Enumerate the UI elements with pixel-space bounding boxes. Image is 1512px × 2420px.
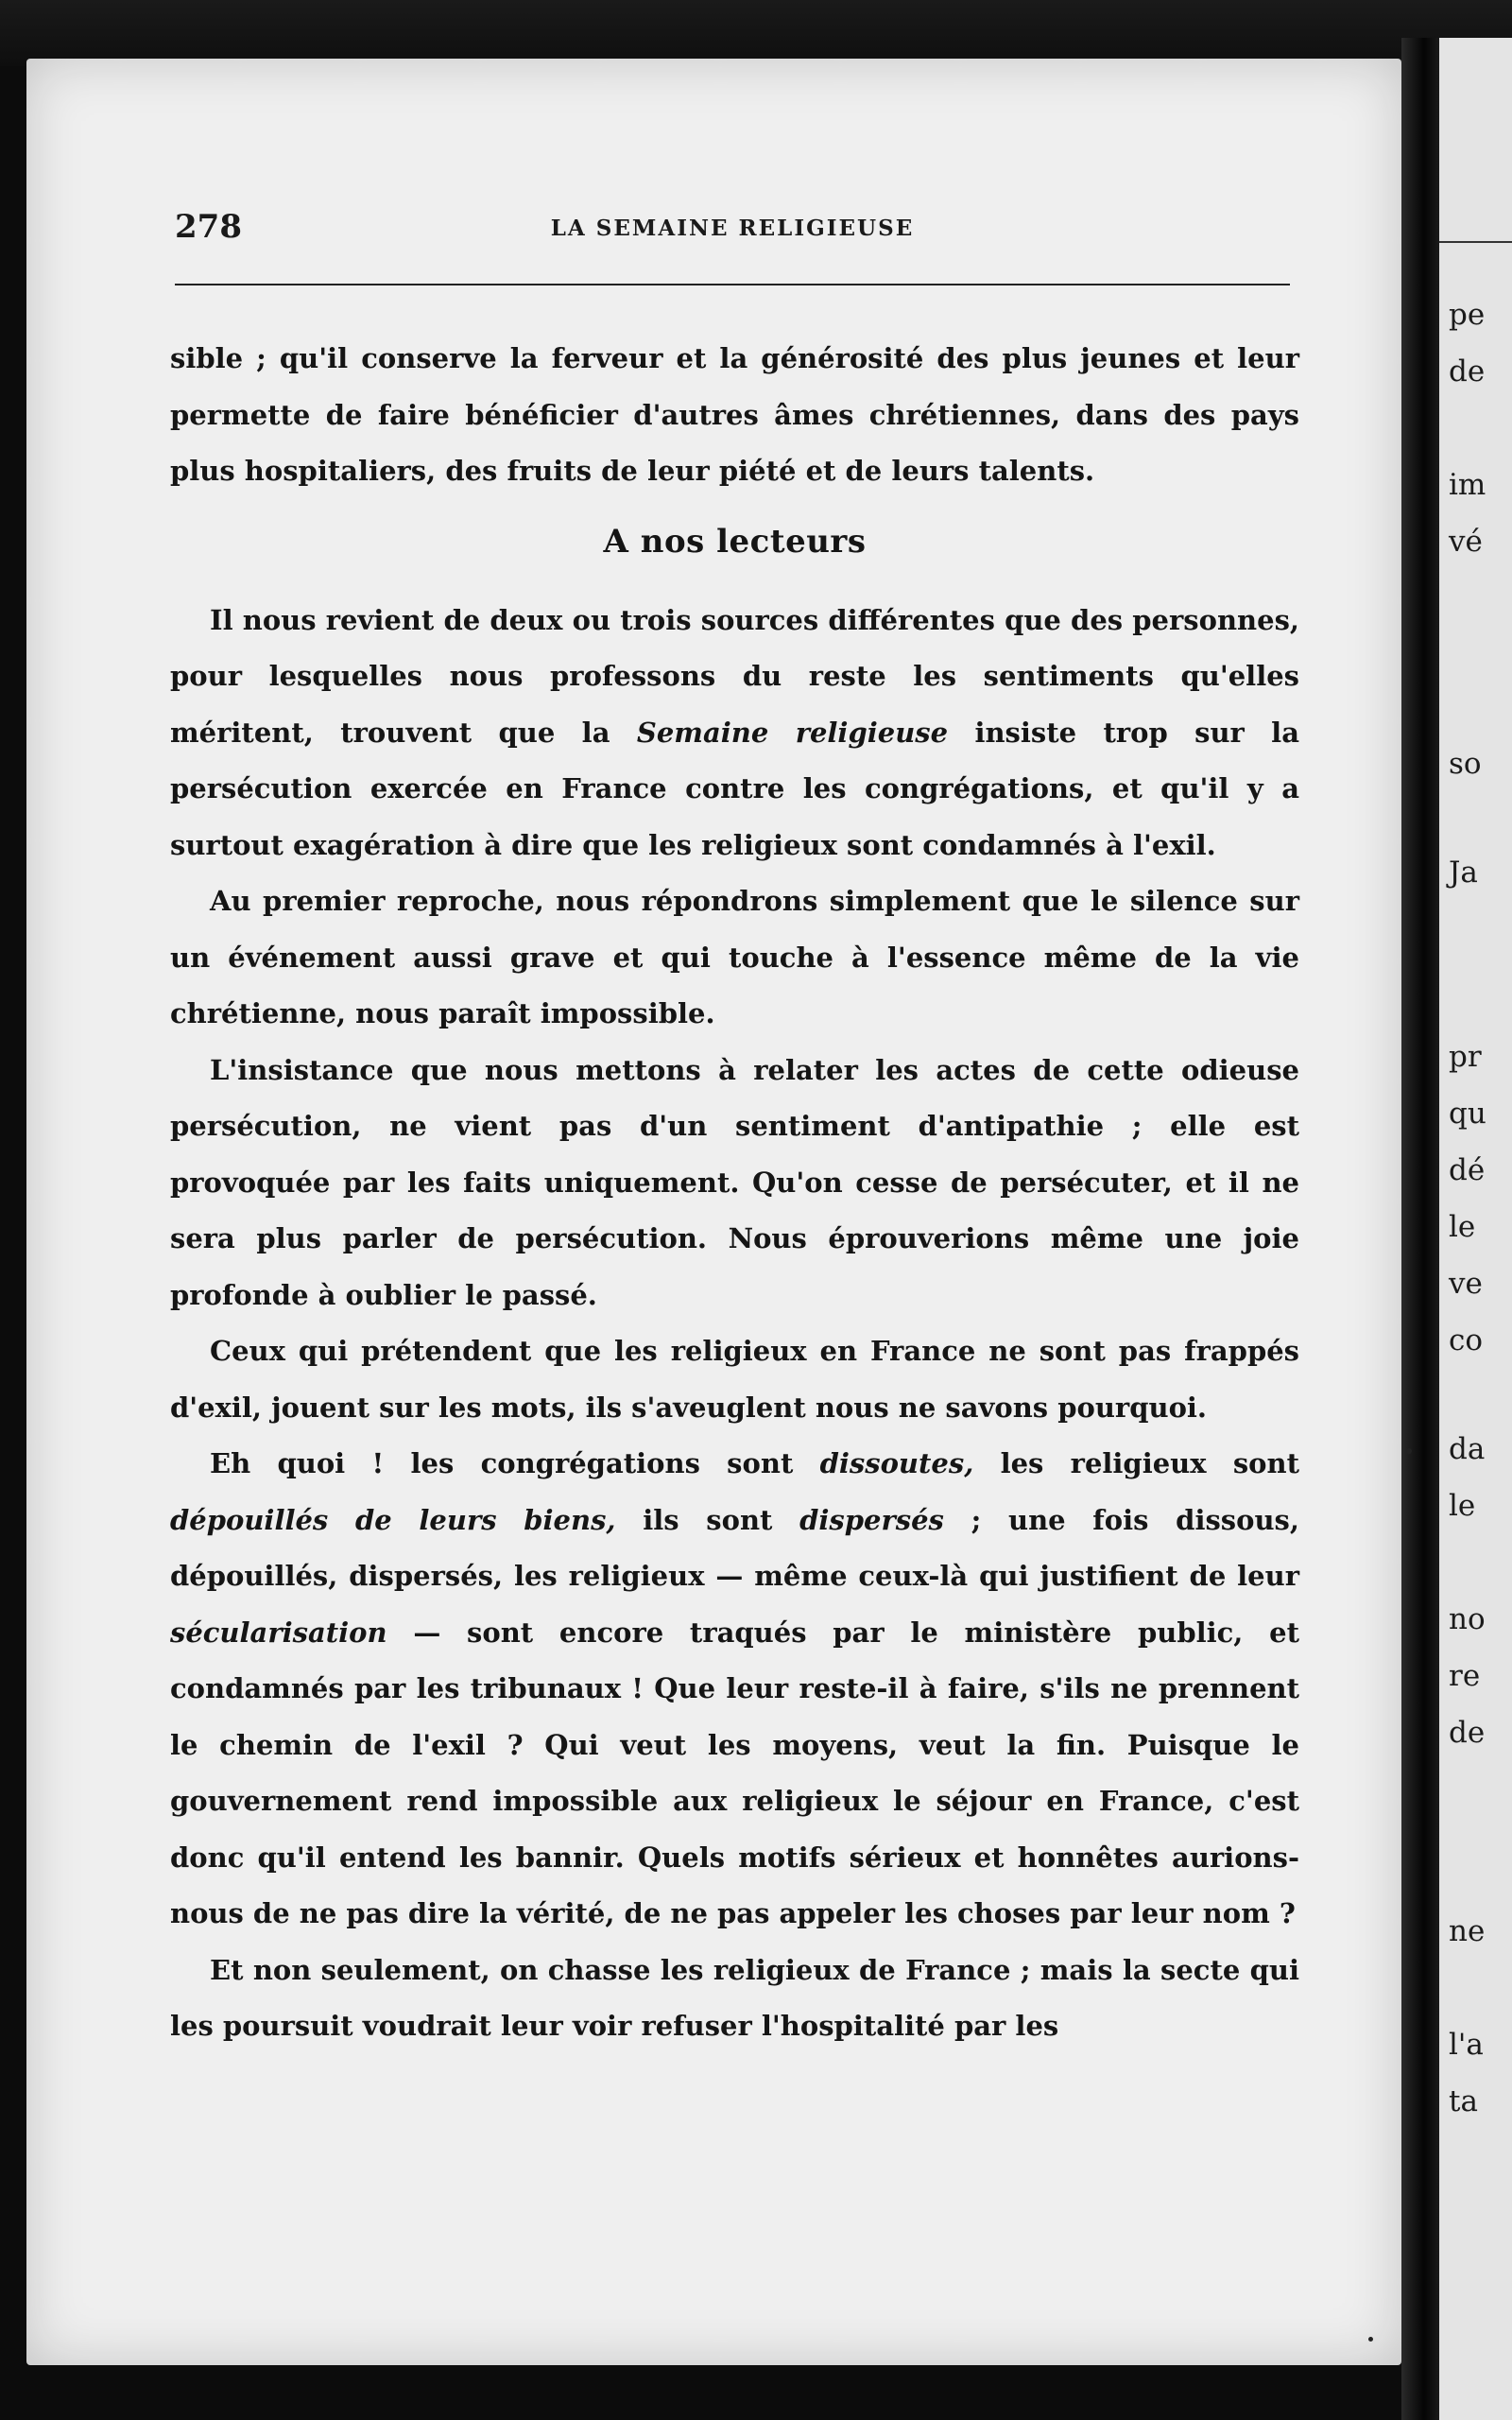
facing-page-fragment: qu (1449, 1097, 1486, 1131)
facing-page-fragment: ta (1449, 2084, 1478, 2118)
facing-page-fragment: l'a (1449, 2028, 1484, 2062)
facing-page-fragment: ne (1449, 1914, 1486, 1948)
paragraph: L'insistance que nous mettons à relater les actes de cette odieuse persécution, ne vient pas d'un sentiment d'antipathie ; elle est provoquée par les faits uniquement. Qu'on cesse de persécuter, et il ne sera plus parler de persécution. Nous éprouverions même une joie profonde à oublier le passé. (170, 1053, 1299, 1311)
running-title: LA SEMAINE RELIGIEUSE (550, 216, 915, 241)
facing-page-fragment: dé (1449, 1153, 1486, 1187)
text-run: — sont encore traqués par le ministère public, et condamnés par les tribunaux ! Que leur reste-il à faire, s'ils ne prennent le chemin de l'exil ? Qui veut les moyens, veut la fin. Puisque le gouvernement rend impossible aux religieux le séjour en France, c'est donc qu'il entend les bannir. Quels motifs sérieux et honnêtes aurions-nous de ne pas dire la vérité, de ne pas appeler les choses par leur nom ? (170, 1616, 1299, 1929)
page-body (170, 331, 1299, 2055)
facing-page-fragment: le (1449, 1210, 1476, 1244)
page-header (175, 208, 1290, 255)
facing-page-fragment: le (1449, 1489, 1476, 1523)
text-run: Eh quoi ! les congrégations sont (210, 1447, 794, 1479)
facing-page-fragment: im (1449, 468, 1486, 502)
facing-page-fragment: Ja (1449, 856, 1478, 890)
text-run: les religieux sont (1000, 1447, 1299, 1479)
paragraph-continued: sible ; qu'il conserve la ferveur et la générosité des plus jeunes et leur permette de faire bénéficier d'autres âmes chrétiennes, dans des pays plus hospitaliers, des fruits de leur piété et de leurs talents. (170, 342, 1299, 487)
facing-page-fragment: de (1449, 1716, 1486, 1750)
section-heading: A nos lecteurs (603, 522, 867, 561)
italic-text: dissoutes, (819, 1447, 974, 1479)
text-run: ; une fois dissous, dépouillés, dispersés, les religieux — même ceux-là qui justifient de leur (170, 1503, 1299, 1592)
paragraph: Au premier reproche, nous répondrons simplement que le silence sur un événement aussi grave et qui touche à l'essence même de la vie chrétienne, nous paraît impossible. (170, 885, 1299, 1029)
facing-page-fragment: no (1449, 1602, 1486, 1636)
facing-page-edge (1439, 38, 1512, 2420)
facing-page-header-rule (1439, 241, 1512, 243)
facing-page-fragment: re (1449, 1659, 1481, 1693)
paragraph (170, 1436, 1299, 1943)
header-rule (175, 284, 1290, 285)
facing-page-fragment: ve (1449, 1267, 1483, 1301)
facing-page-fragment: pe (1449, 298, 1486, 332)
scan-speck (1406, 1448, 1412, 1454)
italic-title: Semaine religieuse (636, 716, 949, 749)
page-number: 278 (175, 208, 242, 246)
facing-page-fragment: pr (1449, 1040, 1482, 1074)
text-run: insiste trop sur la persécution exercée en France contre les congrégations, et qu'il y a surtout exagération à dire que les religieux sont condamnés à l'exil. (170, 716, 1299, 861)
text-run: ils sont (643, 1503, 773, 1536)
paragraph: Et non seulement, on chasse les religieux de France ; mais la secte qui les poursuit voudrait leur voir refuser l'hospitalité par les (170, 1953, 1299, 2042)
facing-page-fragment: de (1449, 354, 1486, 389)
scan-border (0, 0, 1512, 66)
facing-page-fragment: vé (1449, 525, 1483, 559)
paragraph (170, 593, 1299, 874)
facing-page-fragment: da (1449, 1432, 1486, 1466)
italic-text: dépouillés de leurs biens, (170, 1503, 616, 1536)
italic-text: sécularisation (170, 1616, 387, 1649)
paragraph: Ceux qui prétendent que les religieux en France ne sont pas frappés d'exil, jouent sur les mots, ils s'aveuglent nous ne savons pourquoi. (170, 1335, 1299, 1424)
facing-page-fragment: co (1449, 1323, 1484, 1357)
scan-speck (1368, 2337, 1373, 2342)
book-gutter (1401, 38, 1439, 2420)
text-run: Il nous revient de deux ou trois sources différentes que des personnes, pour lesquelles nous professons du reste les sentiments qu'elles méritent, trouvent que la (170, 603, 1299, 749)
facing-page-fragment: so (1449, 747, 1482, 781)
italic-text: dispersés (799, 1503, 944, 1536)
